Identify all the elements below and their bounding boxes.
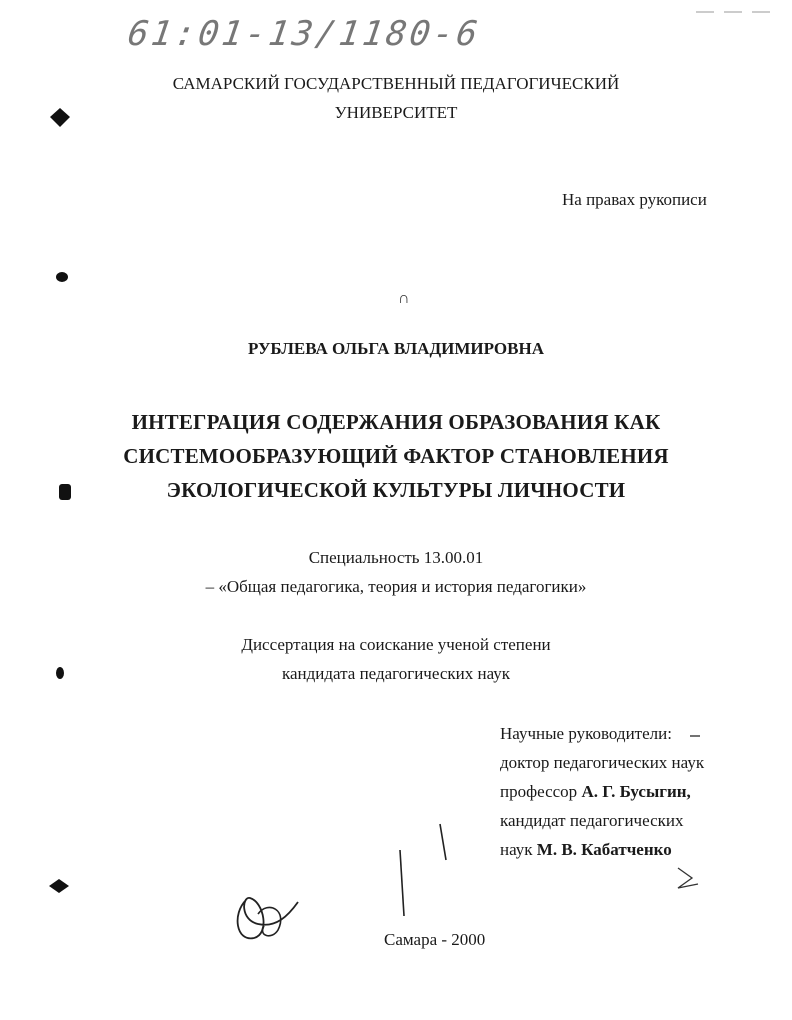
university-name-line2: УНИВЕРСИТЕТ (334, 103, 458, 122)
specialty-line1: Специальность 13.00.01 (308, 548, 484, 567)
supervisor-2-title: наук (500, 840, 533, 859)
archive-number: 61:01-13/1180-6 (125, 14, 483, 54)
hole-punch-mark-3 (56, 482, 74, 502)
university-name-line1: САМАРСКИЙ ГОСУДАРСТВЕННЫЙ ПЕДАГОГИЧЕСКИЙ (172, 74, 620, 93)
hole-punch-mark-2 (54, 270, 70, 284)
supervisor-1-title: профессор (500, 782, 578, 801)
dissertation-title-line2: СИСТЕМООБРАЗУЮЩИЙ ФАКТОР СТАНОВЛЕНИЯ (123, 444, 669, 468)
supervisor-1-name: А. Г. Бусыгин, (581, 782, 691, 801)
dissertation-title-line1: ИНТЕГРАЦИЯ СОДЕРЖАНИЯ ОБРАЗОВАНИЯ КАК (131, 410, 661, 434)
manuscript-note: На правах рукописи (562, 190, 707, 209)
city-year: Самара - 2000 (384, 930, 486, 949)
author-name: РУБЛЕВА ОЛЬГА ВЛАДИМИРОВНА (248, 339, 544, 358)
pen-dash-mark (688, 732, 704, 740)
dissertation-degree-line1: Диссертация на соискание ученой степени (241, 635, 551, 654)
specialty-line2: – «Общая педагогика, теория и история педагогики» (205, 577, 587, 596)
supervisor-2-name: М. В. Кабатченко (536, 840, 672, 859)
dissertation-title-line3: ЭКОЛОГИЧЕСКОЙ КУЛЬТУРЫ ЛИЧНОСТИ (166, 478, 626, 502)
scan-border-mark (690, 0, 790, 16)
hole-punch-mark-5 (46, 876, 72, 896)
hole-punch-mark-4 (54, 666, 66, 680)
signature-scribble (228, 880, 308, 950)
caret-mark: ∩ (398, 290, 410, 307)
supervisor-1-name-line (500, 782, 691, 802)
supervisors-heading: Научные руководители: (500, 724, 672, 743)
check-mark (674, 864, 704, 892)
hole-punch-mark-1 (46, 104, 74, 130)
supervisor-2-name-line (500, 840, 672, 860)
supervisor-1-degree: доктор педагогических наук (500, 753, 705, 772)
dissertation-degree-line2: кандидата педагогических наук (281, 664, 511, 683)
supervisor-2-degree: кандидат педагогических (500, 811, 684, 830)
pen-stroke-lines (390, 820, 460, 920)
